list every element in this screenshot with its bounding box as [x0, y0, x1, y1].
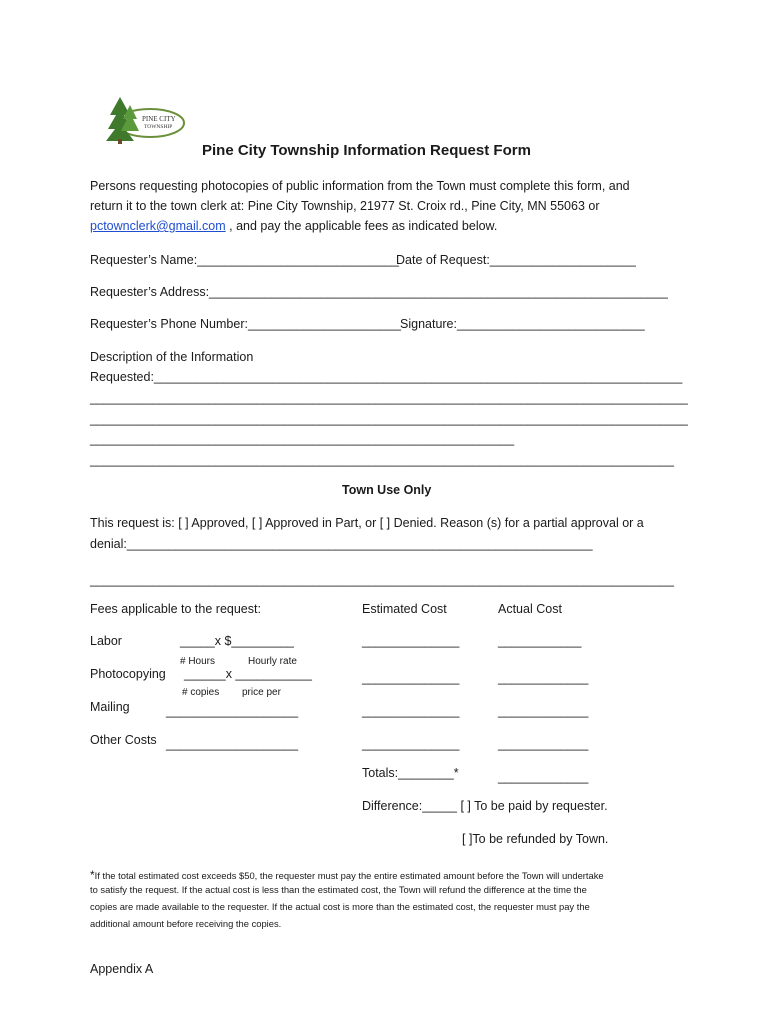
reason-blank-line[interactable]: ____________________________________________________________________________________: [90, 573, 674, 587]
mailing-label: Mailing: [90, 700, 130, 714]
other-actual-field[interactable]: _____________: [498, 737, 589, 751]
appendix-label: Appendix A: [90, 962, 154, 976]
clerk-email-link[interactable]: pctownclerk@gmail.com: [90, 219, 226, 233]
copies-label: # copies: [182, 687, 220, 698]
mailing-actual-field[interactable]: _____________: [498, 704, 589, 718]
refund-line[interactable]: [ ]To be refunded by Town.: [462, 832, 609, 846]
description-line-4[interactable]: ______________________________________________________________________________________: [90, 412, 688, 426]
footnote-line-3: copies are made available to the requester. If the actual cost is more than the estimated cost, the requester must pay the: [90, 901, 590, 912]
labor-label: Labor: [90, 634, 122, 648]
requested-field[interactable]: Requested:____________________________________________________________________________: [90, 370, 683, 384]
price-per-label: price per: [242, 687, 281, 698]
totals-field[interactable]: Totals:________*: [362, 766, 459, 780]
date-of-request-field[interactable]: Date of Request:_____________________: [396, 253, 636, 267]
signature-field[interactable]: Signature:___________________________: [400, 317, 645, 331]
other-costs-field[interactable]: ___________________: [166, 737, 299, 751]
intro-line-3-rest: , and pay the applicable fees as indicated below.: [225, 219, 498, 233]
photocopying-formula-field[interactable]: ______x ___________: [184, 667, 312, 681]
town-use-heading: Town Use Only: [342, 483, 432, 497]
footnote-line-4: additional amount before receiving the copies.: [90, 918, 282, 929]
logo-text-line1: PINE CITY: [142, 115, 176, 123]
totals-actual-field[interactable]: _____________: [498, 770, 589, 784]
requester-address-field[interactable]: Requester’s Address:__________________________________________________________________: [90, 285, 668, 299]
other-estimated-field[interactable]: ______________: [362, 737, 460, 751]
intro-line-3: [90, 219, 497, 233]
township-logo: [100, 95, 186, 145]
denial-reason-field[interactable]: denial:___________________________________________________________________: [90, 537, 593, 551]
hours-label: # Hours: [180, 656, 216, 667]
footnote-line-1: [90, 866, 604, 884]
description-line-6[interactable]: ____________________________________________________________________________________: [90, 453, 674, 467]
mailing-field[interactable]: ___________________: [166, 704, 299, 718]
intro-line-1: Persons requesting photocopies of public information from the Town must complete this form, and: [90, 179, 630, 193]
description-line-5[interactable]: _____________________________________________________________: [90, 432, 515, 446]
description-label: Description of the Information: [90, 350, 254, 364]
photocopying-estimated-field[interactable]: ______________: [362, 671, 460, 685]
page-title: Pine City Township Information Request Form: [202, 142, 531, 159]
hourly-rate-label: Hourly rate: [248, 656, 297, 667]
footnote-text-1: If the total estimated cost exceeds $50, the requester must pay the entire estimated amount before the Town will undertake: [94, 870, 604, 881]
intro-line-2: return it to the town clerk at: Pine City Township, 21977 St. Croix rd., Pine City, MN 55063 or: [90, 199, 600, 213]
fees-header: Fees applicable to the request:: [90, 602, 261, 616]
photocopying-actual-field[interactable]: _____________: [498, 671, 589, 685]
logo-text-line2: TOWNSHIP: [144, 124, 173, 130]
labor-actual-field[interactable]: ____________: [498, 634, 582, 648]
other-costs-label: Other Costs: [90, 733, 157, 747]
labor-estimated-field[interactable]: ______________: [362, 634, 460, 648]
estimated-cost-header: Estimated Cost: [362, 602, 447, 616]
requester-name-field[interactable]: Requester’s Name:_____________________________: [90, 253, 399, 267]
requester-phone-field[interactable]: Requester’s Phone Number:______________________: [90, 317, 401, 331]
actual-cost-header: Actual Cost: [498, 602, 562, 616]
footnote-star: *: [90, 868, 95, 882]
mailing-estimated-field[interactable]: ______________: [362, 704, 460, 718]
request-status-line[interactable]: This request is: [ ] Approved, [ ] Approved in Part, or [ ] Denied. Reason (s) for a partial approval or a: [90, 516, 644, 530]
labor-formula-field[interactable]: _____x $_________: [180, 634, 295, 648]
photocopying-label: Photocopying: [90, 667, 166, 681]
difference-line[interactable]: Difference:_____ [ ] To be paid by requester.: [362, 799, 608, 813]
footnote-line-2: to satisfy the request. If the actual cost is less than the estimated cost, the Town will refund the difference at the time the: [90, 884, 587, 895]
description-line-3[interactable]: ______________________________________________________________________________________: [90, 391, 688, 405]
